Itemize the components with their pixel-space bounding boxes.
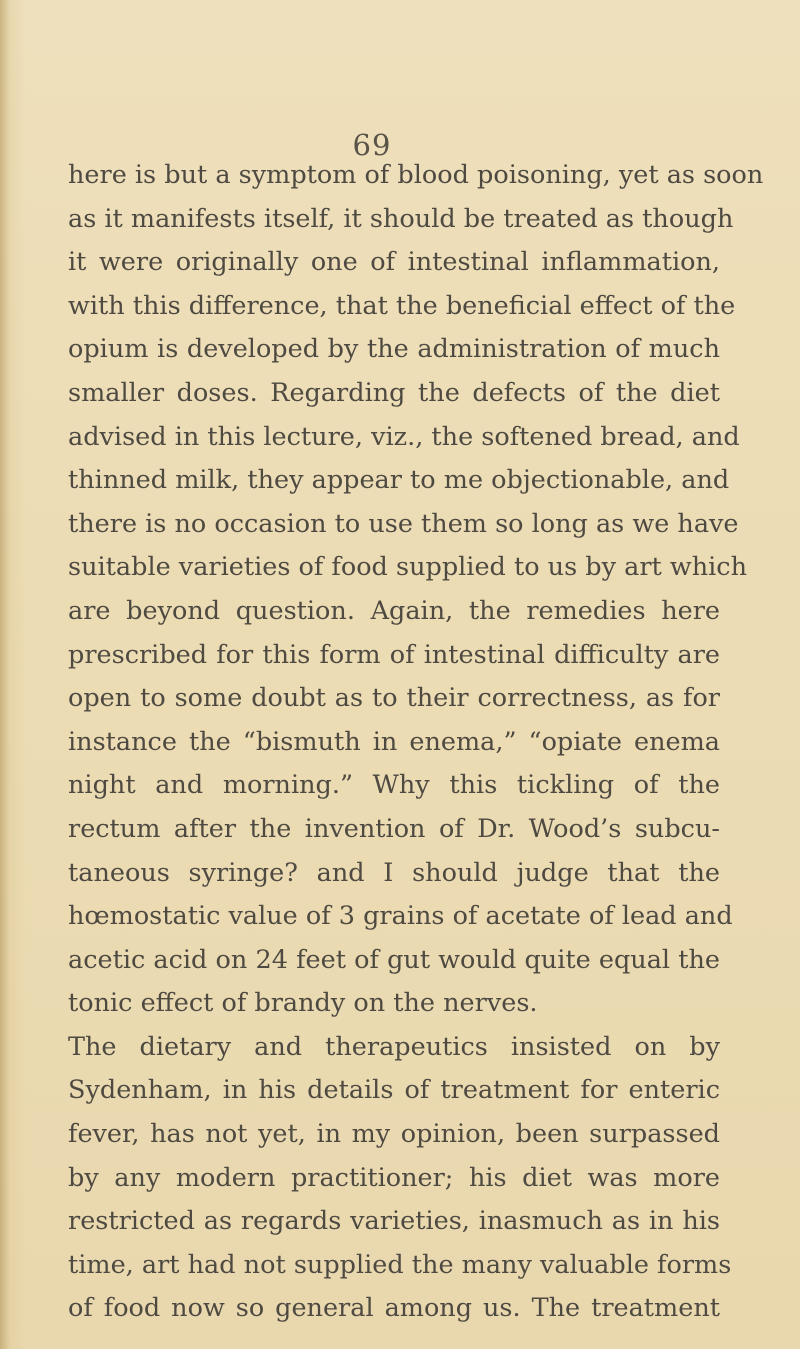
text-line: hœmostatic value of 3 grains of acetate of lead and (68, 901, 733, 932)
text-line: advised in this lecture, viz., the softened bread, and (68, 421, 740, 452)
text-line: open to some doubt as to their correctness, as for (68, 683, 720, 714)
paragraph-end-line: tonic effect of brandy on the nerves. (68, 988, 538, 1019)
text-line: with this difference, that the beneficial effect of the (68, 290, 736, 321)
text-line: acetic acid on 24 feet of gut would quite equal the (68, 944, 720, 975)
text-line: Sydenham, in his details of treatment for enteric (68, 1075, 720, 1106)
text-line: of food now so general among us. The treatment (68, 1293, 720, 1324)
text-line: smaller doses. Regarding the defects of the diet (68, 377, 720, 408)
text-line: it were originally one of intestinal inflammation, (68, 247, 720, 278)
text-line: instance the “bismuth in enema,” “opiate enema (68, 726, 720, 757)
text-line: prescribed for this form of intestinal difficulty are (68, 639, 720, 670)
text-line: opium is developed by the administration of much (68, 334, 720, 365)
text-line: fever, has not yet, in my opinion, been surpassed (68, 1119, 720, 1150)
text-line: time, art had not supplied the many valuable forms (68, 1249, 732, 1280)
text-line: as it manifests itself, it should be treated as though (68, 203, 734, 234)
text-line: by any modern practitioner; his diet was more (68, 1162, 720, 1193)
text-line: are beyond question. Again, the remedies here (68, 595, 720, 626)
body-text (68, 154, 764, 1331)
text-line: here is but a symptom of blood poisoning, yet as soon (68, 160, 764, 190)
text-line: thinned milk, they appear to me objectionable, and (68, 465, 730, 496)
text-line: suitable varieties of food supplied to us by art which (68, 552, 747, 583)
text-line: taneous syringe? and I should judge that the (68, 857, 720, 888)
text-line: there is no occasion to use them so long as we have (68, 508, 739, 539)
page-number: 69 (352, 128, 392, 162)
text-line: rectum after the invention of Dr. Wood’s subcu- (68, 813, 720, 844)
paragraph-start-line: The dietary and therapeutics insisted on by (68, 1031, 720, 1062)
text-line: restricted as regards varieties, inasmuch as in his (68, 1206, 720, 1237)
text-line: night and morning.” Why this tickling of the (68, 770, 720, 801)
